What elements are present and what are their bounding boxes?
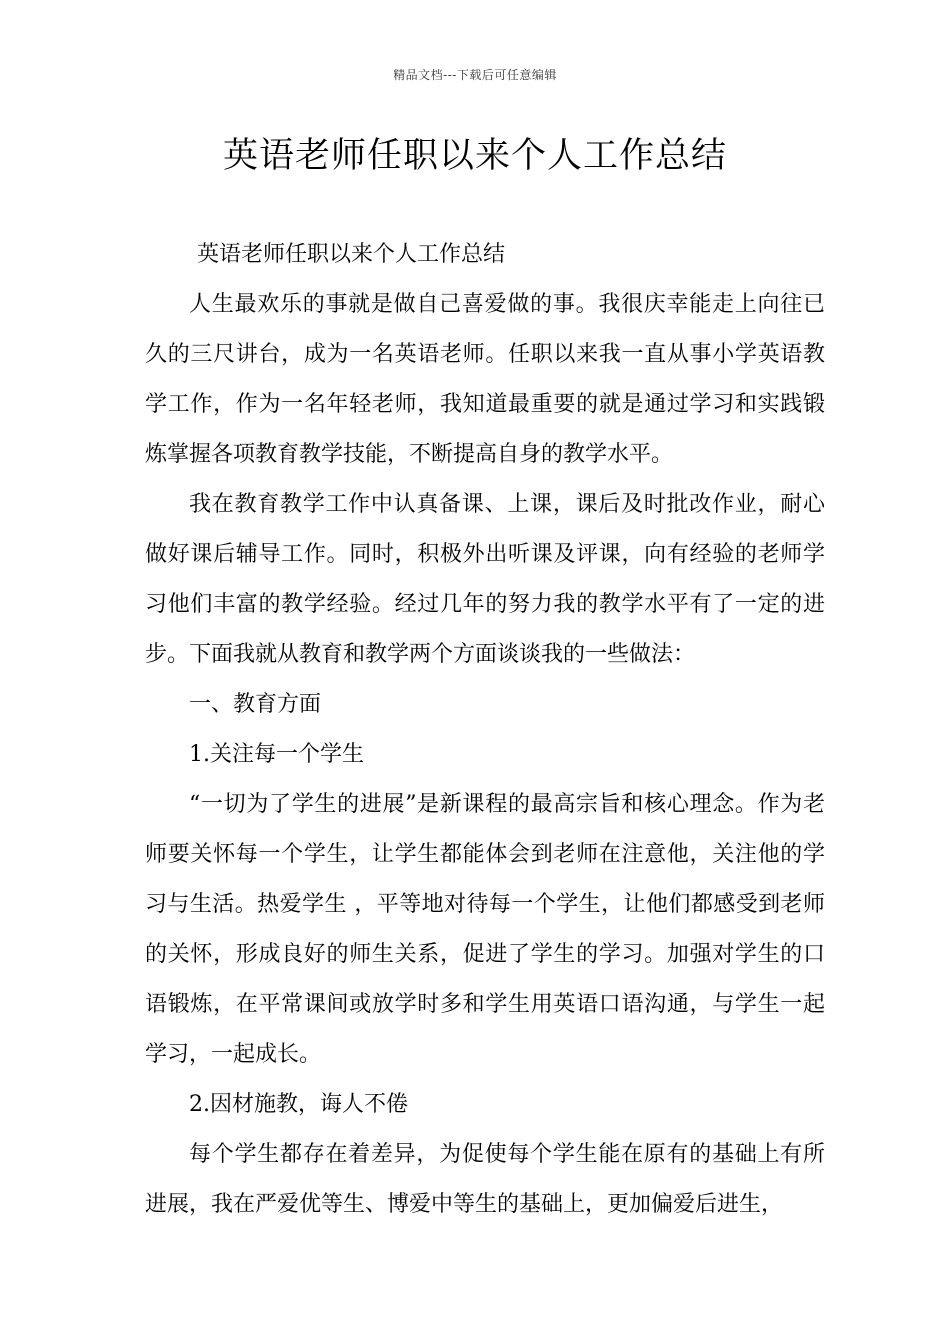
document-title: 英语老师任职以来个人工作总结 (222, 136, 727, 176)
header-note: 精品文档---下载后可任意编辑 (393, 68, 557, 82)
document-body (145, 230, 825, 1230)
document-subtitle: 英语老师任职以来个人工作总结 (197, 242, 506, 267)
item-paragraph-2: 每个学生都存在着差异，为促使每个学生能在原有的基础上有所进展，我在严爱优等生、博爱中等生的基础上，更加偏爱后进生， (145, 1142, 825, 1217)
section-heading-education: 一、教育方面 (189, 692, 322, 717)
item-heading-1: 1.关注每一个学生 (189, 742, 364, 767)
paragraph-intro: 人生最欢乐的事就是做自己喜爱做的事。我很庆幸能走上向往已久的三尺讲台，成为一名英语老师。任职以来我一直从事小学英语教学工作，作为一名年轻老师，我知道最重要的就是通过学习和实践锻炼掌握各项教育教学技能，不断提高自身的教学水平。 (145, 292, 825, 467)
item-heading-2: 2.因材施教，诲人不倦 (189, 1092, 408, 1117)
paragraph-teaching-work: 我在教育教学工作中认真备课、上课，课后及时批改作业，耐心做好课后辅导工作。同时，积极外出听课及评课，向有经验的老师学习他们丰富的教学经验。经过几年的努力我的教学水平有了一定的进步。下面我就从教育和教学两个方面谈谈我的一些做法： (145, 492, 825, 667)
item-paragraph-1: “一切为了学生的进展”是新课程的最高宗旨和核心理念。作为老师要关怀每一个学生，让学生都能体会到老师在注意他，关注他的学习与生活。热爱学生 ，平等地对待每一个学生，让他们都感受到老师的关怀，形成良好的师生关系，促进了学生的学习。加强对学生的口语锻炼，在平常课间或放学时多和学生用英语口语沟通，与学生一起学习，一起成长。 (145, 792, 825, 1067)
